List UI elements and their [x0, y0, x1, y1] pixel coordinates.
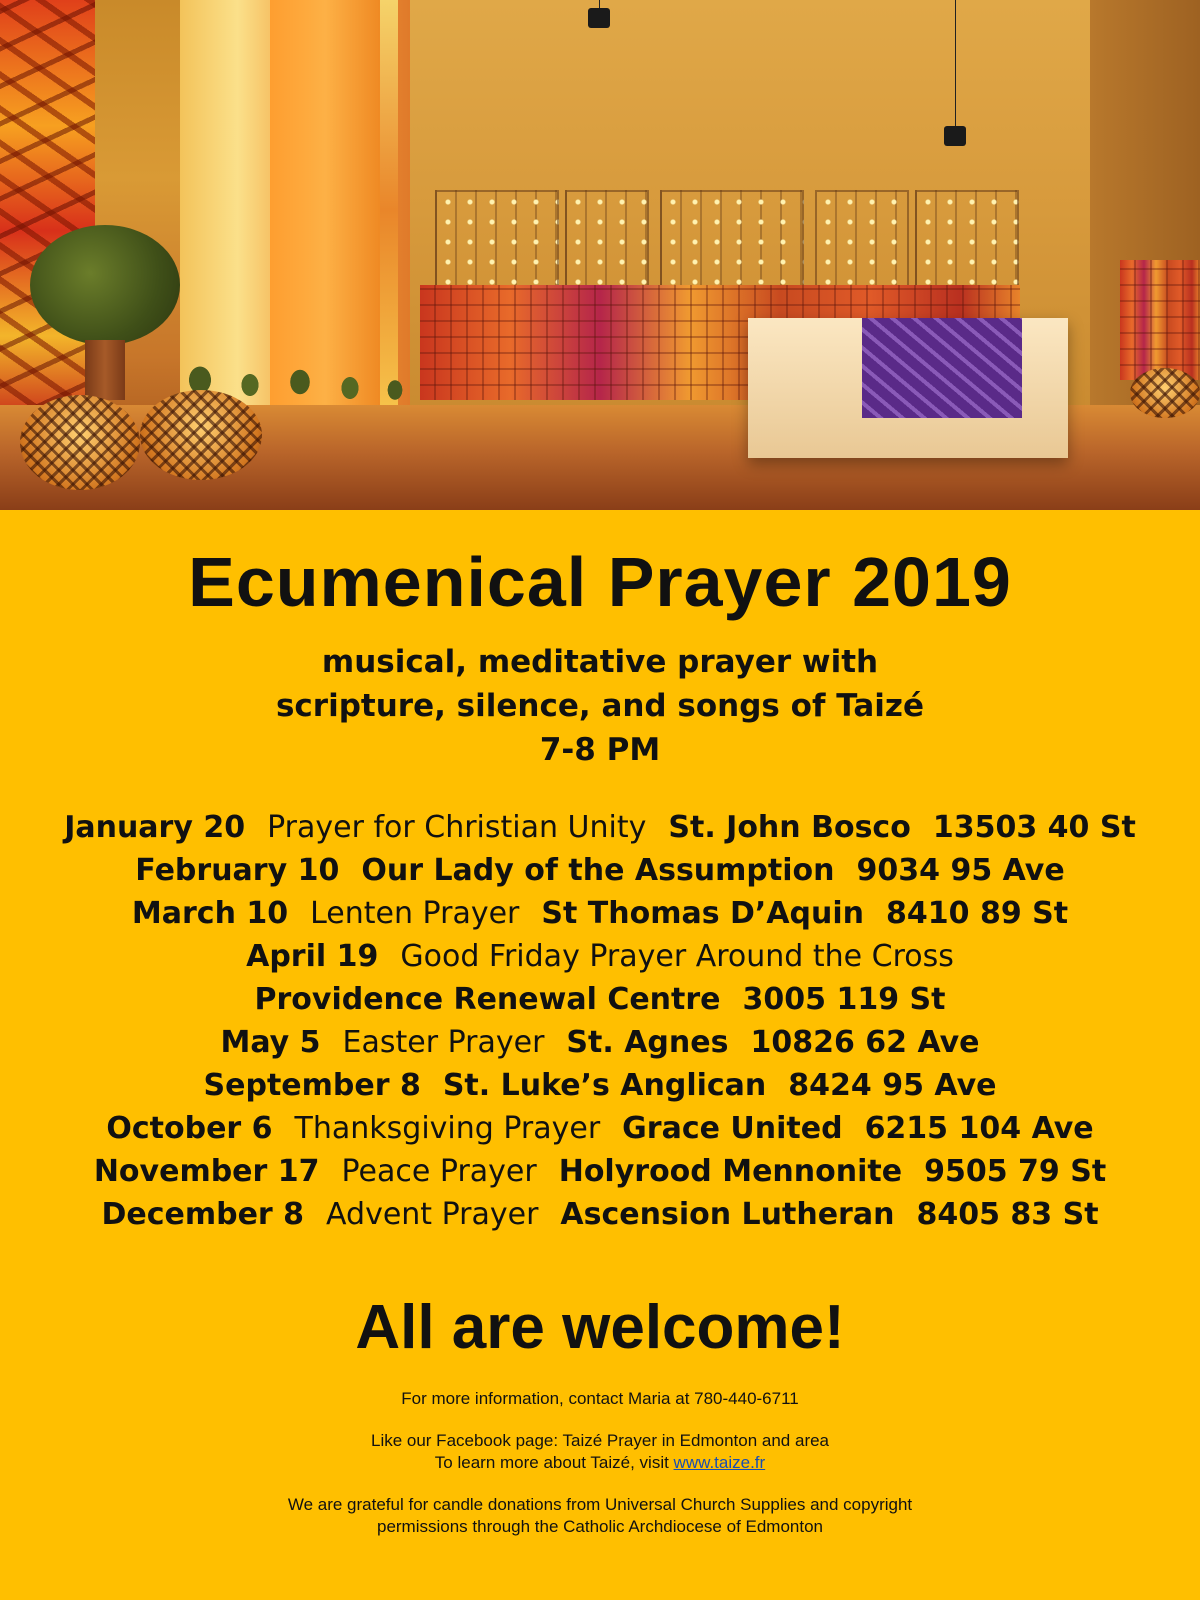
subtitle-line: scripture, silence, and songs of Taizé	[275, 688, 925, 724]
schedule-event: Thanksgiving Prayer	[294, 1111, 601, 1146]
schedule-venue: Ascension Lutheran	[560, 1197, 895, 1232]
thanks-line: We are grateful for candle donations from Universal Church Supplies and copyright	[287, 1495, 913, 1514]
schedule-address: 8405 83 St	[916, 1197, 1099, 1232]
schedule-address: 8424 95 Ave	[788, 1068, 997, 1103]
poster-subtitle	[0, 640, 1200, 772]
schedule-event: Peace Prayer	[341, 1154, 537, 1189]
thanks-line: permissions through the Catholic Archdiocese of Edmonton	[376, 1517, 824, 1536]
schedule-address: 9505 79 St	[924, 1154, 1107, 1189]
schedule-venue: Our Lady of the Assumption	[361, 853, 835, 888]
prayer-time: 7-8 PM	[539, 732, 661, 768]
schedule-date: December 8	[101, 1197, 305, 1232]
schedule-event: Good Friday Prayer Around the Cross	[400, 939, 954, 974]
poster-content	[0, 510, 1200, 1600]
schedule-venue: Holyrood Mennonite	[558, 1154, 903, 1189]
subtitle-line: musical, meditative prayer with	[321, 644, 879, 680]
tile-mosaic	[1120, 260, 1200, 380]
schedule-venue: Providence Renewal Centre	[254, 982, 721, 1017]
candle-grid	[565, 190, 649, 294]
schedule-address: 3005 119 St	[742, 982, 946, 1017]
schedule-address: 6215 104 Ave	[864, 1111, 1094, 1146]
schedule-row	[0, 1150, 1200, 1193]
lamp-cord	[955, 0, 956, 128]
candle-grid	[435, 190, 559, 294]
schedule-venue: St Thomas D’Aquin	[541, 896, 865, 931]
woven-lantern	[140, 390, 262, 480]
woven-lantern	[1130, 368, 1200, 418]
taize-link[interactable]: www.taize.fr	[673, 1453, 766, 1472]
schedule-row	[0, 892, 1200, 935]
schedule-date: May 5	[220, 1025, 321, 1060]
schedule-event: Prayer for Christian Unity	[267, 810, 647, 845]
schedule-event: Advent Prayer	[326, 1197, 539, 1232]
schedule-row	[0, 806, 1200, 849]
schedule-row	[0, 1021, 1200, 1064]
pendant-lamp	[944, 126, 966, 146]
potted-tree	[30, 225, 180, 345]
tree-pot	[85, 340, 125, 400]
welcome-heading: All are welcome!	[355, 1293, 845, 1362]
schedule-row	[0, 849, 1200, 892]
schedule-address: 9034 95 Ave	[856, 853, 1065, 888]
schedule-venue: St. Agnes	[566, 1025, 729, 1060]
schedule-date: October 6	[106, 1111, 273, 1146]
learn-more-line	[0, 1452, 1200, 1474]
schedule-date: February 10	[135, 853, 340, 888]
pendant-lamp	[588, 8, 610, 28]
lamp-cord	[599, 0, 600, 8]
poster-footer	[0, 1388, 1200, 1538]
candle-grid	[815, 190, 909, 294]
schedule-row	[0, 935, 1200, 978]
schedule-row	[0, 1107, 1200, 1150]
schedule-date: September 8	[203, 1068, 421, 1103]
schedule-address: 8410 89 St	[886, 896, 1069, 931]
poster-title: Ecumenical Prayer 2019	[188, 543, 1012, 621]
candle-grid	[915, 190, 1019, 294]
chapel-photo	[0, 0, 1200, 510]
prayer-schedule	[0, 806, 1200, 1236]
candle-grid	[660, 190, 804, 294]
contact-info: For more information, contact Maria at 780-440-6711	[401, 1389, 799, 1408]
schedule-venue: St. Luke’s Anglican	[442, 1068, 767, 1103]
schedule-date: January 20	[64, 810, 246, 845]
woven-lantern	[20, 395, 140, 490]
schedule-row	[0, 1193, 1200, 1236]
schedule-address: 13503 40 St	[932, 810, 1136, 845]
schedule-date: November 17	[93, 1154, 320, 1189]
learn-more-text: To learn more about Taizé, visit	[434, 1453, 674, 1472]
schedule-address: 10826 62 Ave	[750, 1025, 980, 1060]
stained-glass-window	[0, 0, 95, 420]
schedule-venue: Grace United	[622, 1111, 843, 1146]
schedule-row	[0, 1064, 1200, 1107]
schedule-event: Lenten Prayer	[310, 896, 520, 931]
schedule-venue: St. John Bosco	[668, 810, 911, 845]
altar-cloth	[862, 318, 1022, 418]
schedule-date: April 19	[246, 939, 379, 974]
schedule-event: Easter Prayer	[342, 1025, 545, 1060]
schedule-date: March 10	[131, 896, 289, 931]
schedule-row	[0, 978, 1200, 1021]
facebook-info: Like our Facebook page: Taizé Prayer in Edmonton and area	[370, 1431, 830, 1450]
